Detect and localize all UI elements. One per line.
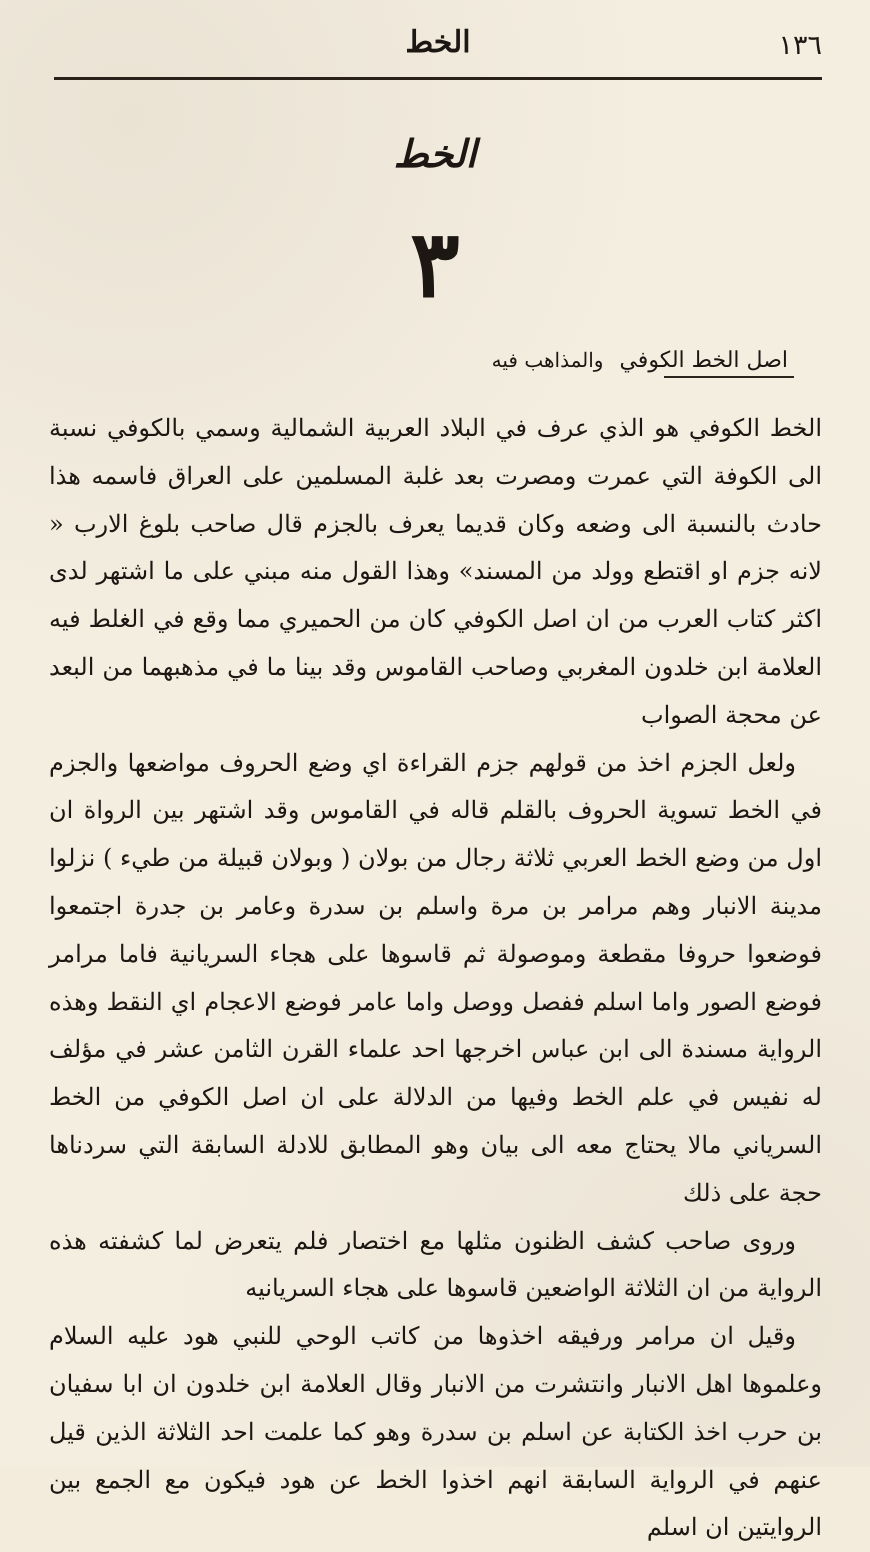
subtitle-rest: والمذاهب فيه	[491, 348, 604, 372]
paragraph-2: ولعل الجزم اخذ من قولهم جزم القراءة اي وضع الحروف مواضعها والجزم في الخط تسوية الحروف بالقلم قاله في القاموس وقد اشتهر بين الرواة ان اول من وضع الخط العربي ثلاثة رجال من بولان ( وبولان قبيلة من طيء ) نزلوا مدينة الانبار وهم مرامر بن مرة واسلم بن سدرة وعامر بن جدرة اجتمعوا فوضعوا حروفا مقطعة وموصولة ثم قاسوها على هجاء السريانية فاما مرامر فوضع الصور واما اسلم ففصل ووصل واما عامر فوضع الاعجام اي النقط وهذه الرواية مسندة الى ابن عباس اخرجها احد علماء القرن الثامن عشر في مؤلف له نفيس في علم الخط وفيها من الدلالة على ان اصل الكوفي من الخط السرياني مالا يحتاج معه الى بيان وهو المطابق للادلة السابقة التي سردناها حجة على ذلك	[49, 748, 822, 1207]
header-rule	[54, 77, 822, 80]
subtitle-main: اصل الخط الكوفي	[619, 348, 788, 373]
page-number: ١٣٦	[778, 30, 822, 61]
subtitle	[492, 350, 788, 372]
paragraph-1: الخط الكوفي هو الذي عرف في البلاد العربية الشمالية وسمي بالكوفي نسبة الى الكوفة التي عمرت ومصرت بعد غلبة المسلمين على العراق فاسمه هذا حادث بالنسبة الى وضعه وكان قديما يعرف بالجزم قال صاحب بلوغ الارب « لانه جزم او اقتطع وولد من المسند» وهذا القول منه مبني على ما اشتهر لدى اكثر كتاب العرب من ان اصل الكوفي كان من الحميري مما وقع في الغلط فيه العلامة ابن خلدون المغربي وصاحب القاموس وقد بينا ما في مذهبهما من البعد عن محجة الصواب	[49, 414, 822, 729]
body-text	[49, 405, 822, 1552]
paragraph-3: وروى صاحب كشف الظنون مثلها مع اختصار فلم يتعرض لما كشفته هذه الرواية من ان الثلاثة الواضعين قاسوها على هجاء السريانيه	[49, 1226, 822, 1303]
page-header	[54, 25, 822, 84]
paragraph-4: وقيل ان مرامر ورفيقه اخذوها من كاتب الوحي للنبي هود عليه السلام وعلموها اهل الانبار وانتشرت من الانبار وقال العلامة ابن خلدون ان ابا سفيان بن حرب اخذ الكتابة عن اسلم بن سدرة وهو كما علمت احد الثلاثة الذين قيل عنهم في الرواية السابقة انهم اخذوا الخط عن هود فيكون مع الجمع بين الروايتين ان اسلم	[49, 1322, 822, 1542]
running-head: الخط	[405, 25, 471, 60]
subtitle-underline	[664, 376, 794, 378]
section-title: الخط	[393, 131, 477, 176]
section-number: ٣	[410, 210, 460, 318]
